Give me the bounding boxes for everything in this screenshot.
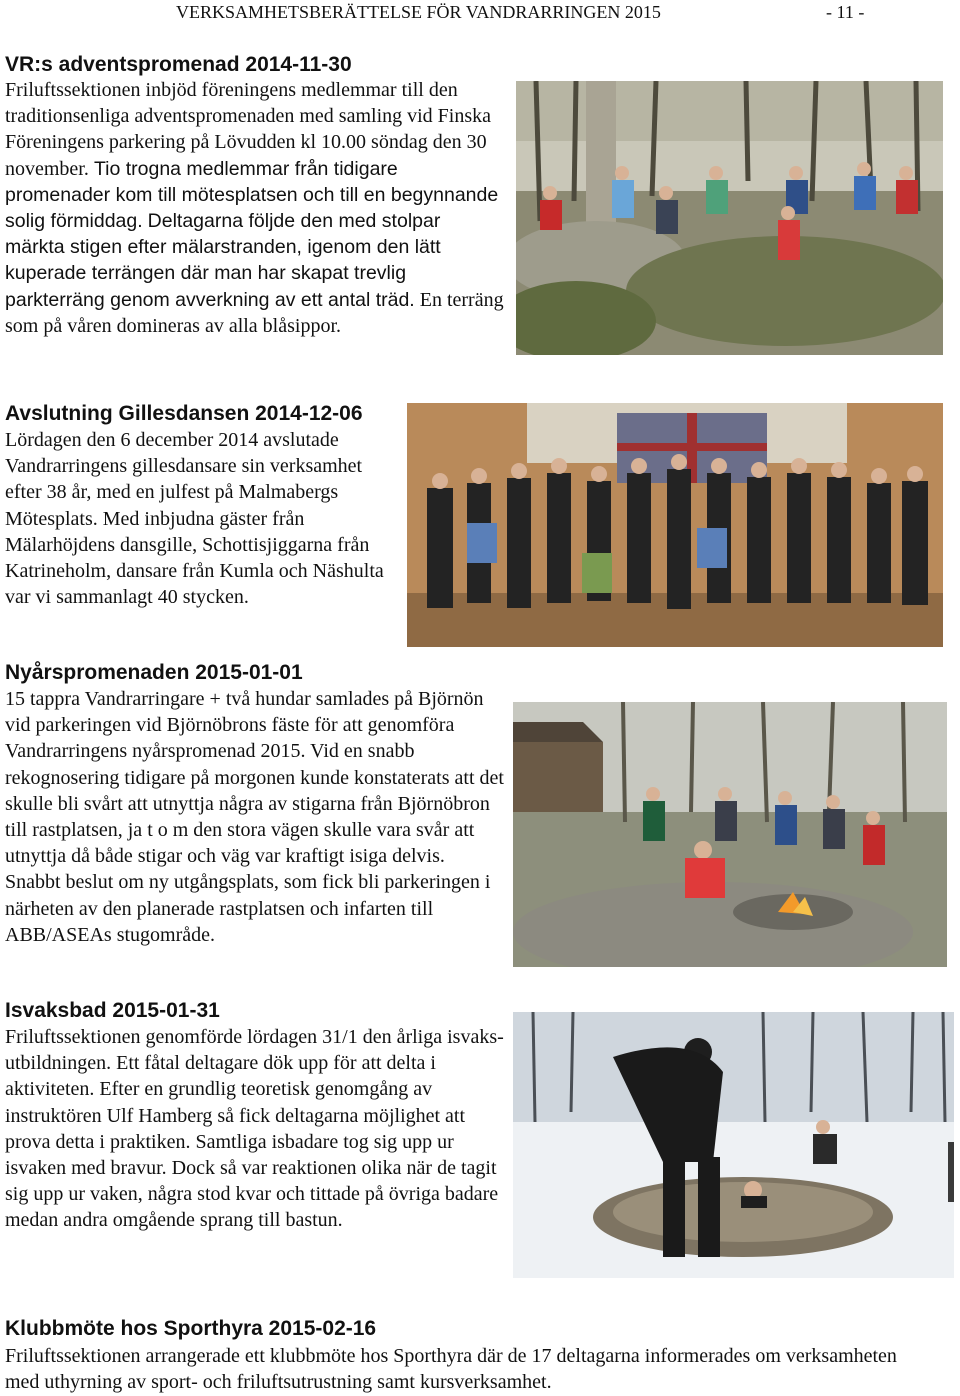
photo-adventspromenad-group (516, 81, 943, 355)
page-number: - 11 - (826, 2, 865, 22)
section-text-nyarspromenaden: 15 tappra Vandrarringare + två hundar samlades på Björnön vid parkeringen vid Björnöbrons fäste för att genomföra Vandrarringens nyårspromenad 2015. Vid en snabb rekognosering tidigare på morgonen kunde konstaterats att det skulle bli svårt att utnyttja några av stigarna från Björnöbron till rastplatsen, ja t o m den stora vägen skulle vara svår att utnyttja då både stigar och väg var kraftigt isiga delvis. Snabbt beslut om ny utgångsplats, som fick bli parkeringen i närheten av den planerade rastplatsen och infarten till ABB/ASEAs stugområde. (5, 688, 504, 946)
section-text-part: Friluftssektionen inbjöd föreningens medlemmar till den traditionsenliga adventspromenaden med samling vid Finska Föreningens parkering på Lövudden kl 10.00 söndag den 30 november. (5, 79, 492, 180)
section-heading-isvaksbad: Isvaksbad 2015-01-31 (5, 999, 220, 1022)
section-heading-klubbmote: Klubbmöte hos Sporthyra 2015-02-16 (5, 1317, 377, 1340)
photo-gillesdansen-group (407, 403, 943, 647)
section-heading-nyarspromenaden: Nyårspromenaden 2015-01-01 (5, 661, 303, 684)
section-heading-gillesdansen: Avslutning Gillesdansen 2014-12-06 (5, 402, 363, 425)
section-text-klubbmote: Friluftssektionen arrangerade ett klubbmöte hos Sporthyra där de 17 deltagarna informerades om verksamheten med uthyrning av sport- och friluftsutrustning samt kursverksamhet. (5, 1345, 897, 1394)
section-text-adventspromenad (5, 77, 505, 339)
section-text-part: Deltagarna följde den med stolpar märkta stigen efter mälarstranden, igenom den lätt kuperade terrängen där man har skapat trevlig parkterräng genom avverkning av ett antal träd. (5, 210, 441, 311)
photo-nyarspromenaden-campfire (513, 702, 947, 967)
document-header-title: VERKSAMHETSBERÄTTELSE FÖR VANDRARRINGEN 2015 (176, 2, 661, 22)
section-text-part: Tio trogna medlemmar från tidigare promenader kom till mötesplatsen och till en begynnande solig förmiddag. (5, 157, 499, 233)
section-text-part: En terräng som på våren domineras av alla blåsippor. (5, 288, 504, 337)
section-heading-adventspromenad: VR:s adventspromenad 2014-11-30 (5, 53, 352, 76)
section-text-gillesdansen: Lördagen den 6 december 2014 avslutade Vandrarringens gillesdansare sin verksamhet efter 38 år, med en julfest på Malmabergs Mötesplats. Med inbjudna gäster från Mälarhöjdens dansgille, Schottisjiggarna från Katrineholm, dansare från Kumla och Näshulta var vi sammanlagt 40 stycken. (5, 429, 384, 609)
section-text-isvaksbad: Friluftssektionen genomförde lördagen 31/1 den årliga isvaks-utbildningen. Ett fåtal deltagare dök upp för att delta i aktiviteten. Efter en grundlig teoretisk genomgång av instruktören Ulf Hamberg så fick deltagarna möjlighet att prova detta i praktiken. Samtliga isbadare tog sig upp ur isvaken med bravur. Dock så var reaktionen olika när de tagit sig upp ur vaken, några stod kvar och tittade på övriga badare medan andra omgående sprang till bastun. (5, 1026, 504, 1232)
photo-isvaksbad-ice-hole (513, 1012, 954, 1278)
